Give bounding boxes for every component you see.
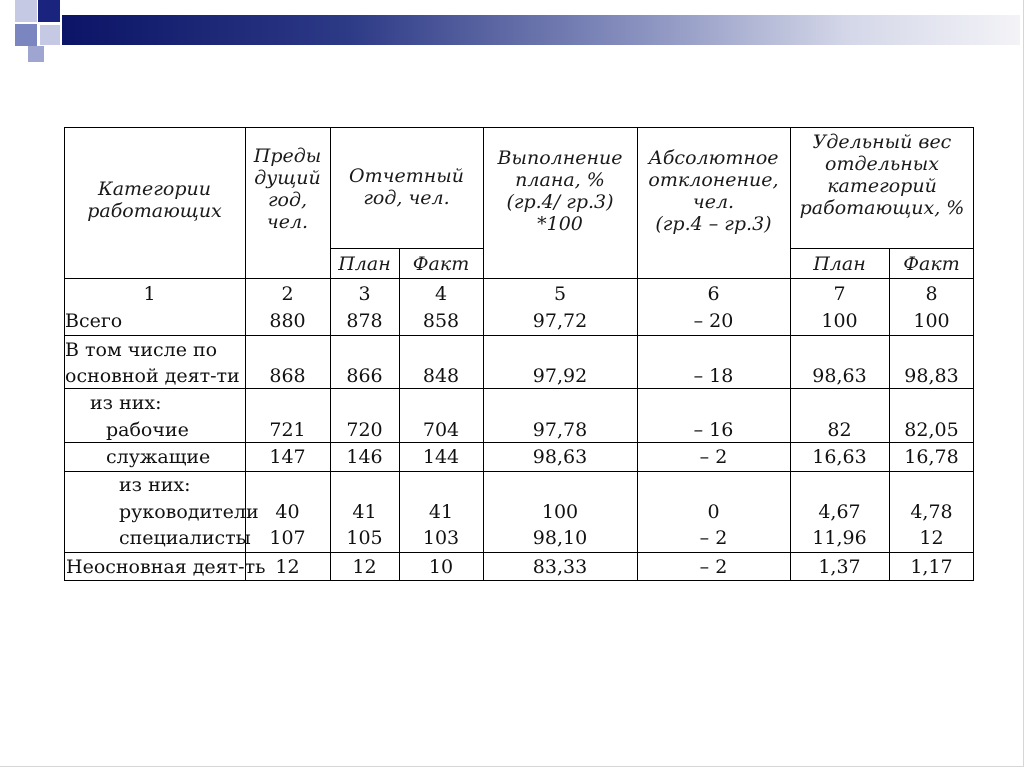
decor-square-light	[15, 0, 37, 22]
cell-share-fact: 98,83	[904, 365, 959, 387]
cell-share-plan: 98,63	[812, 365, 867, 387]
header-fact: Факт	[412, 253, 470, 275]
cell-share-plan: 11,96	[812, 527, 867, 549]
cell-prev: 147	[269, 446, 306, 468]
cell-deviation: – 16	[693, 419, 734, 441]
header-report-year: Отчетный год, чел.	[349, 165, 464, 209]
column-number: 7	[833, 283, 846, 305]
header-category: Категории работающих	[87, 178, 222, 222]
cell-share-plan: 100	[821, 310, 858, 332]
cell-share-plan: 16,63	[812, 446, 867, 468]
header-share-fact: Факт	[903, 253, 960, 275]
cell-prev: 868	[269, 365, 306, 387]
cell-share-plan: 1,37	[818, 556, 861, 578]
header-plan: План	[338, 253, 391, 275]
column-number: 3	[358, 283, 371, 305]
row-label-total: Всего	[65, 310, 123, 332]
cell-prev: 880	[269, 310, 306, 332]
title-gradient-bar	[62, 15, 1020, 45]
cell-prev: 721	[269, 419, 306, 441]
decor-square-mid	[28, 46, 44, 62]
cell-plan: 866	[346, 365, 383, 387]
cell-plan: 41	[352, 501, 377, 523]
cell-plan: 720	[346, 419, 383, 441]
cell-deviation: 0	[707, 501, 720, 523]
cell-pct: 83,33	[532, 556, 588, 578]
cell-prev: 12	[275, 556, 300, 578]
column-number: 5	[553, 283, 567, 305]
header-share: Удельный вес отдельных категорий работающих, %	[799, 131, 965, 219]
row-label-employees: служащие	[106, 446, 211, 468]
cell-share-fact: 100	[913, 310, 950, 332]
cell-share-fact: 16,78	[904, 446, 959, 468]
cell-fact: 704	[422, 419, 460, 441]
cell-pct: 97,92	[532, 365, 588, 387]
cell-share-fact: 82,05	[904, 419, 959, 441]
cell-fact: 144	[422, 446, 460, 468]
header-plan-fulfillment: Выполнение плана, % (гр.4/ гр.3) *100	[497, 147, 623, 235]
cell-fact: 103	[422, 527, 460, 549]
cell-pct: 97,78	[532, 419, 588, 441]
cell-pct: 97,72	[532, 310, 588, 332]
cell-pct: 100	[541, 501, 579, 523]
row-label-specialists: специалисты	[119, 527, 251, 549]
column-number: 6	[707, 283, 720, 305]
row-label-of-them: из них:	[119, 474, 191, 496]
cell-fact: 858	[422, 310, 460, 332]
cell-fact: 41	[428, 501, 454, 523]
row-label-core-intro: В том числе по	[65, 339, 218, 361]
decor-square-mid	[15, 24, 37, 46]
row-label-non-core: Неосновная деят-ть	[66, 556, 266, 578]
cell-deviation: – 2	[699, 556, 728, 578]
cell-plan: 146	[346, 446, 383, 468]
cell-share-fact: 1,17	[910, 556, 953, 578]
column-number: 4	[434, 283, 448, 305]
row-label-of-them: из них:	[90, 392, 162, 414]
column-number: 8	[925, 283, 938, 305]
column-number: 1	[143, 283, 156, 305]
cell-fact: 10	[428, 556, 454, 578]
cell-share-plan: 4,67	[818, 501, 861, 523]
decor-square-light	[40, 25, 60, 45]
cell-prev: 107	[269, 527, 306, 549]
cell-deviation: – 20	[693, 310, 734, 332]
cell-share-plan: 82	[827, 419, 852, 441]
cell-prev: 40	[275, 501, 300, 523]
cell-share-fact: 4,78	[910, 501, 953, 523]
workforce-table	[64, 127, 974, 581]
decor-square-dark	[38, 0, 60, 22]
cell-share-fact: 12	[919, 527, 944, 549]
header-previous-year: Преды дущий год, чел.	[253, 145, 322, 233]
cell-pct: 98,10	[532, 527, 588, 549]
cell-deviation: – 2	[699, 527, 728, 549]
cell-plan: 12	[352, 556, 377, 578]
cell-fact: 848	[422, 365, 460, 387]
column-number: 2	[281, 283, 294, 305]
cell-plan: 105	[346, 527, 383, 549]
row-label-managers: руководители	[119, 501, 259, 523]
header-share-plan: План	[813, 253, 866, 275]
row-label-core: основной деят-ти	[65, 365, 240, 387]
cell-plan: 878	[346, 310, 383, 332]
cell-deviation: – 18	[693, 365, 734, 387]
header-absolute-deviation: Абсолютное отклонение, чел. (гр.4 – гр.3)	[648, 147, 779, 235]
cell-pct: 98,63	[532, 446, 588, 468]
row-label-workers: рабочие	[106, 419, 189, 441]
cell-deviation: – 2	[699, 446, 728, 468]
